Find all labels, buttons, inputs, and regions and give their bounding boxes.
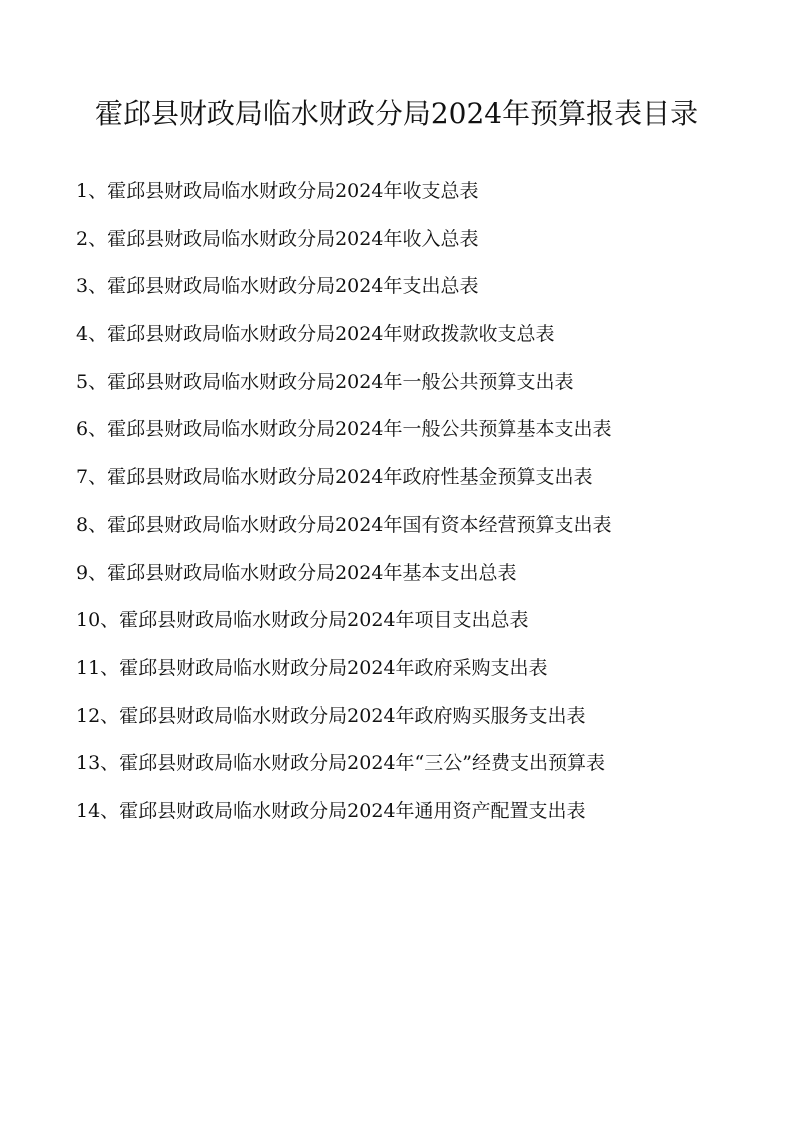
table-of-contents (76, 176, 611, 844)
toc-item-11: 11、霍邱县财政局临水财政分局2024年政府采购支出表 (76, 656, 548, 679)
toc-item-6: 6、霍邱县财政局临水财政分局2024年一般公共预算基本支出表 (76, 418, 612, 441)
toc-item-1: 1、霍邱县财政局临水财政分局2024年收支总表 (76, 180, 479, 202)
toc-item-5: 5、霍邱县财政局临水财政分局2024年一般公共预算支出表 (76, 370, 574, 393)
toc-item-7: 7、霍邱县财政局临水财政分局2024年政府性基金预算支出表 (76, 466, 593, 489)
toc-item-4: 4、霍邱县财政局临水财政分局2024年财政拨款收支总表 (76, 323, 555, 346)
toc-item-10: 10、霍邱县财政局临水财政分局2024年项目支出总表 (76, 609, 529, 632)
toc-item-3: 3、霍邱县财政局临水财政分局2024年支出总表 (76, 275, 479, 298)
toc-item-13: 13、霍邱县财政局临水财政分局2024年“三公”经费支出预算表 (76, 752, 605, 775)
page-title: 霍邱县财政局临水财政分局2024年预算报表目录 (94, 97, 699, 130)
toc-item-9: 9、霍邱县财政局临水财政分局2024年基本支出总表 (76, 561, 517, 584)
toc-item-2: 2、霍邱县财政局临水财政分局2024年收入总表 (76, 227, 479, 250)
toc-item-8: 8、霍邱县财政局临水财政分局2024年国有资本经营预算支出表 (76, 513, 612, 536)
toc-item-12: 12、霍邱县财政局临水财政分局2024年政府购买服务支出表 (76, 704, 586, 727)
toc-item-14: 14、霍邱县财政局临水财政分局2024年通用资产配置支出表 (76, 799, 586, 822)
